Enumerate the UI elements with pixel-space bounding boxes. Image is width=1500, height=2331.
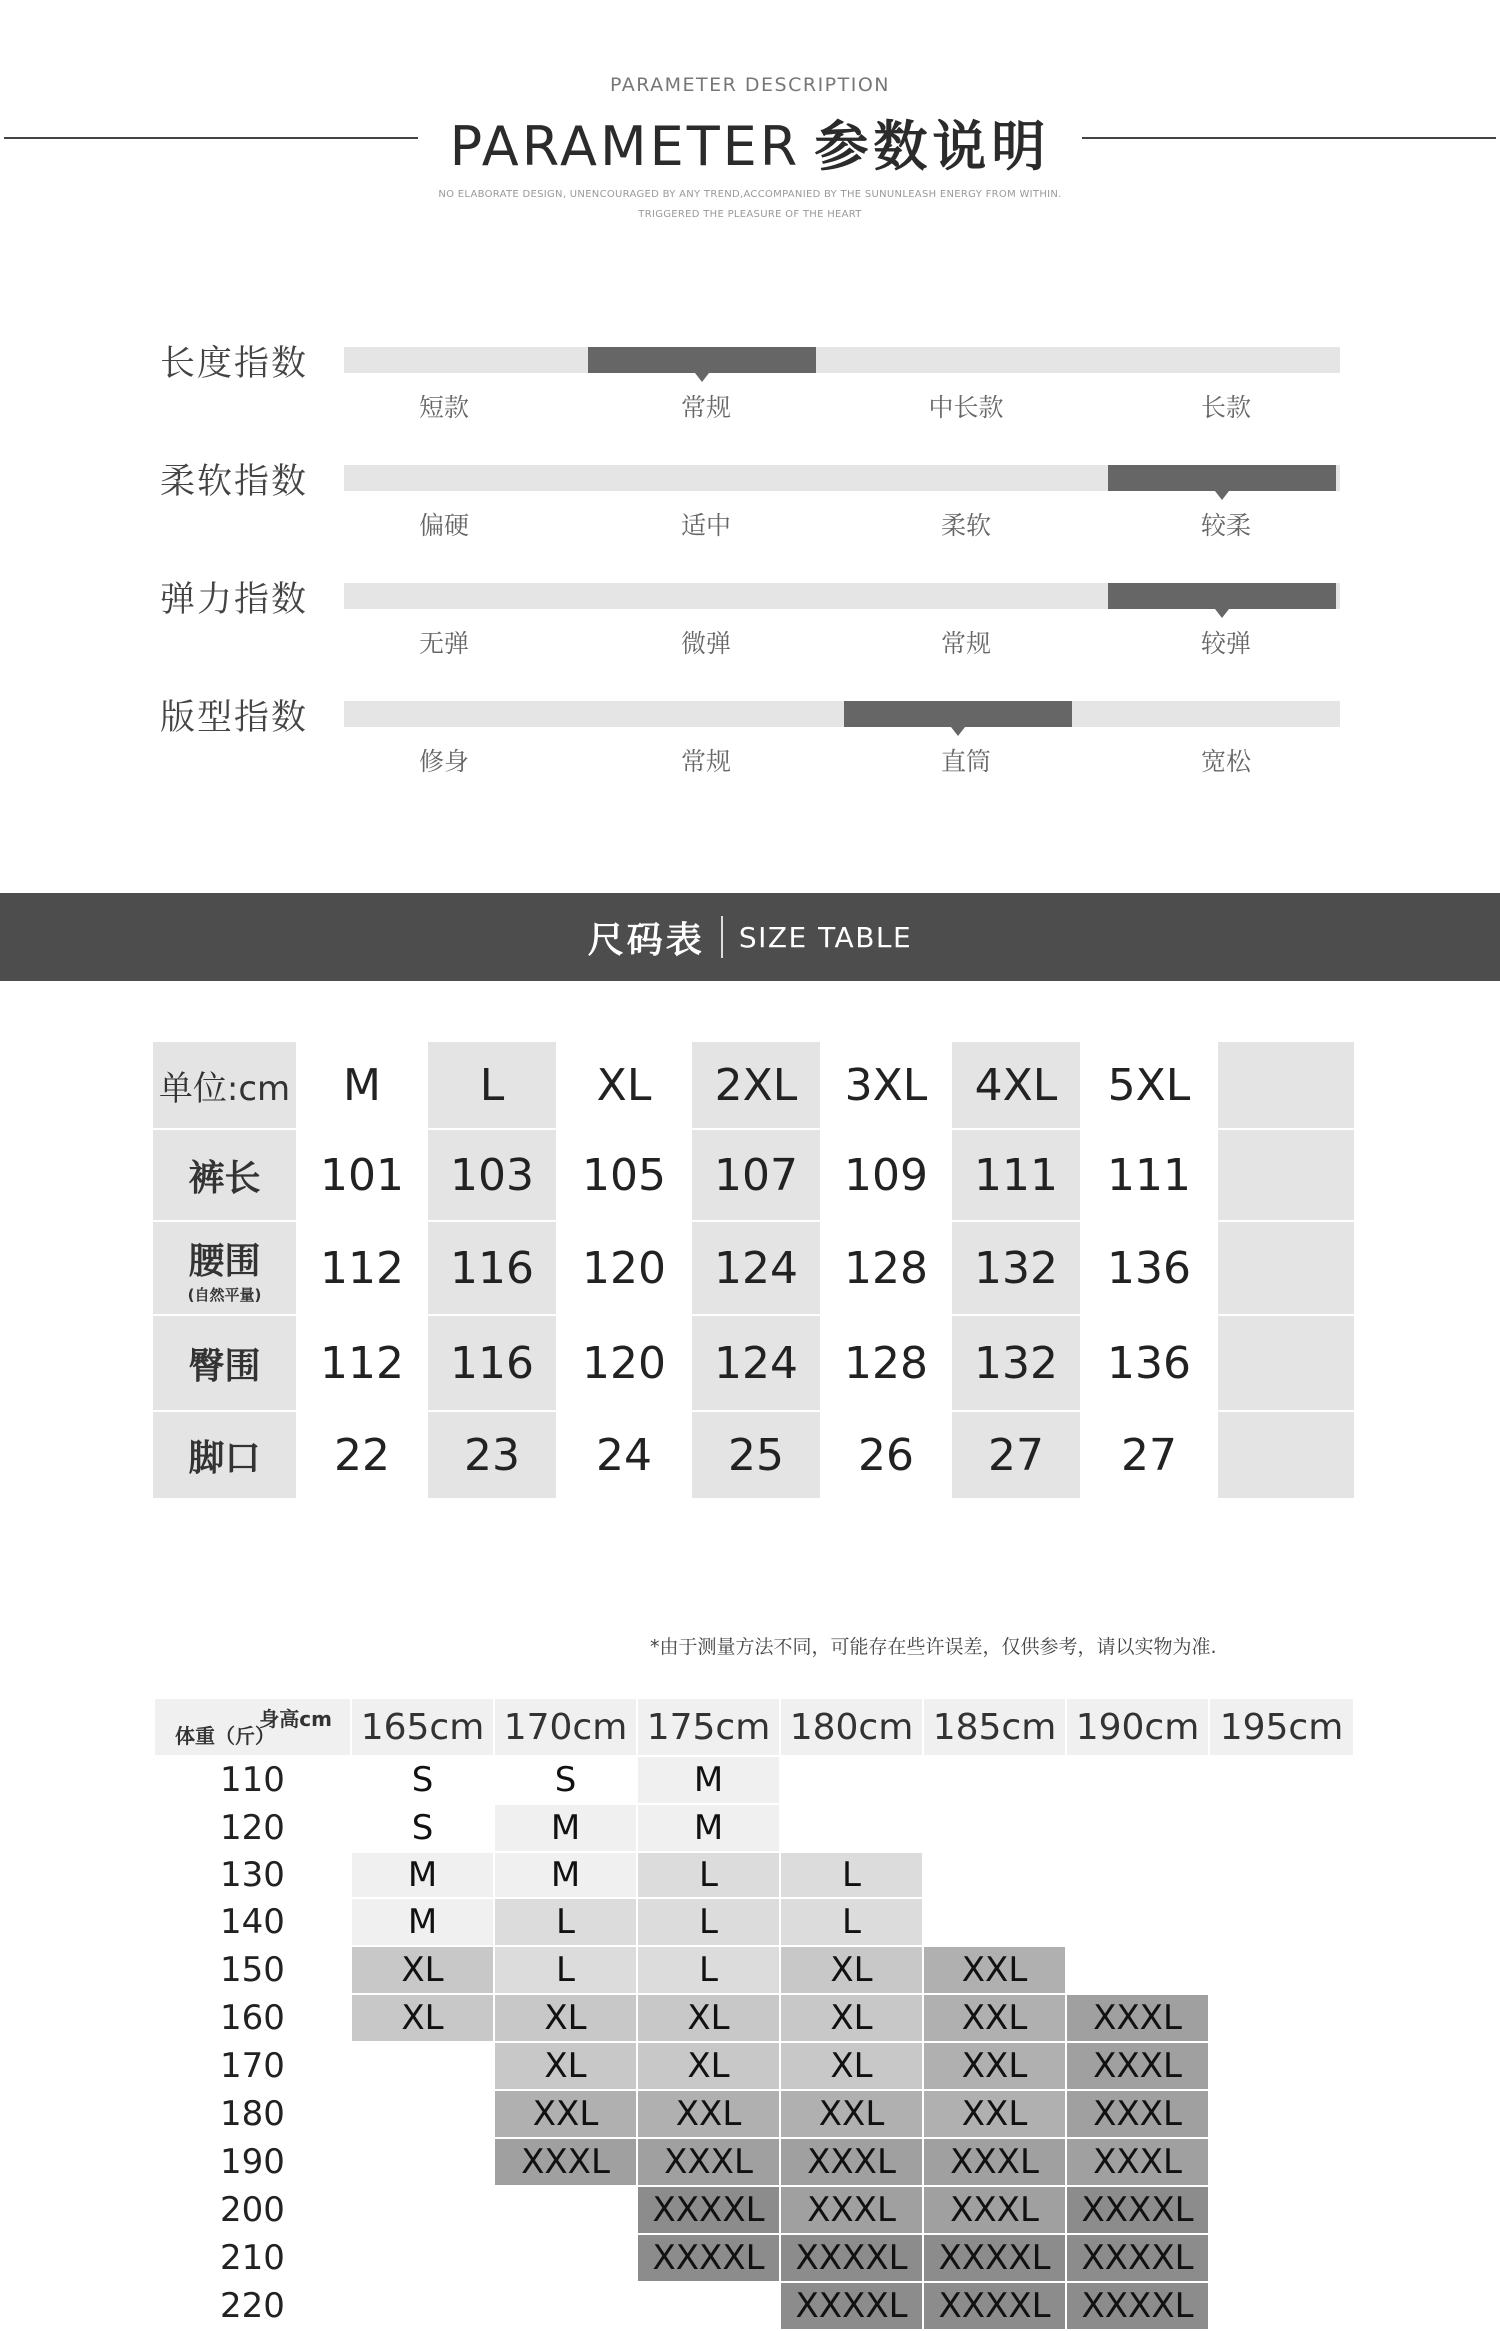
size-col-header: L xyxy=(427,1041,557,1129)
measurement-note: *由于测量方法不同，可能存在些许误差，仅供参考，请以实物为准. xyxy=(650,1636,1217,1658)
ref-row xyxy=(154,1852,1354,1898)
ref-corner-height: 身高cm xyxy=(259,1707,332,1731)
size-cell: 105 xyxy=(557,1129,691,1221)
ref-size-cell xyxy=(1209,2090,1354,2138)
index-option: 短款 xyxy=(418,393,469,422)
ref-size-cell xyxy=(1209,2234,1354,2282)
ref-header-row xyxy=(154,1698,1354,1756)
ref-size-cell: XXXXL xyxy=(1066,2234,1209,2282)
ref-weight-cell: 130 xyxy=(154,1852,351,1898)
size-cell: 23 xyxy=(427,1411,557,1499)
size-unit-cell: 单位:cm xyxy=(152,1041,297,1129)
size-cell: 111 xyxy=(1081,1129,1217,1221)
index-option: 常规 xyxy=(680,747,731,776)
ref-size-cell xyxy=(1066,1756,1209,1804)
ref-size-cell xyxy=(780,1756,923,1804)
page-title xyxy=(420,104,1080,181)
ref-size-cell: XL xyxy=(494,2042,637,2090)
ref-size-cell: XXXXL xyxy=(637,2234,780,2282)
size-table xyxy=(151,1040,1356,1500)
ref-size-cell xyxy=(351,2234,494,2282)
ref-size-cell: XXL xyxy=(923,2042,1066,2090)
banner-title-en: SIZE TABLE xyxy=(738,920,913,954)
ref-size-cell xyxy=(494,2282,637,2330)
header-rule-left xyxy=(4,137,418,139)
size-col-header: 2XL xyxy=(691,1041,821,1129)
size-cell: 124 xyxy=(691,1221,821,1315)
index-label: 柔软指数 xyxy=(160,462,309,502)
size-cell: 24 xyxy=(557,1411,691,1499)
ref-size-cell: XXXL xyxy=(923,2186,1066,2234)
size-empty-cell xyxy=(1217,1041,1355,1129)
ref-size-cell: XXL xyxy=(637,2090,780,2138)
ref-size-cell: XXXL xyxy=(1066,2138,1209,2186)
header-subtitle: PARAMETER DESCRIPTION xyxy=(609,74,891,96)
index-option: 常规 xyxy=(680,393,731,422)
ref-row xyxy=(154,2282,1354,2330)
ref-weight-cell: 170 xyxy=(154,2042,351,2090)
ref-weight-cell: 220 xyxy=(154,2282,351,2330)
index-option: 修身 xyxy=(418,747,469,776)
index-marker xyxy=(1108,465,1336,491)
size-cell: 124 xyxy=(691,1315,821,1411)
ref-size-cell: L xyxy=(637,1946,780,1994)
ref-size-cell: XL xyxy=(351,1994,494,2042)
ref-size-cell: M xyxy=(637,1804,780,1852)
ref-size-cell xyxy=(351,2090,494,2138)
ref-size-cell xyxy=(351,2282,494,2330)
ref-size-cell xyxy=(780,1804,923,1852)
ref-height-header: 195cm xyxy=(1209,1698,1354,1756)
ref-size-cell: XXXXL xyxy=(1066,2186,1209,2234)
ref-weight-cell: 120 xyxy=(154,1804,351,1852)
size-cell: 111 xyxy=(951,1129,1081,1221)
ref-size-cell: XXXL xyxy=(923,2138,1066,2186)
size-row xyxy=(152,1129,1355,1221)
ref-size-cell: L xyxy=(780,1898,923,1946)
ref-size-cell: XXXL xyxy=(1066,2042,1209,2090)
ref-size-cell: XXXL xyxy=(1066,2090,1209,2138)
ref-height-header: 180cm xyxy=(780,1698,923,1756)
ref-size-cell: XL xyxy=(780,2042,923,2090)
ref-size-cell xyxy=(923,1804,1066,1852)
index-label: 版型指数 xyxy=(160,698,309,738)
size-cell: 116 xyxy=(427,1315,557,1411)
index-marker xyxy=(1108,583,1336,609)
ref-size-cell xyxy=(351,2138,494,2186)
ref-weight-cell: 150 xyxy=(154,1946,351,1994)
header-tagline-2: TRIGGERED THE PLEASURE OF THE HEART xyxy=(638,209,862,220)
size-empty-cell xyxy=(1217,1129,1355,1221)
ref-row xyxy=(154,2234,1354,2282)
size-header-row xyxy=(152,1041,1355,1129)
ref-height-header: 175cm xyxy=(637,1698,780,1756)
ref-size-cell: XXXXL xyxy=(637,2186,780,2234)
ref-row xyxy=(154,1756,1354,1804)
ref-size-cell: XXL xyxy=(923,1994,1066,2042)
ref-size-cell: XXXL xyxy=(637,2138,780,2186)
size-row xyxy=(152,1315,1355,1411)
ref-size-cell xyxy=(351,2042,494,2090)
size-cell: 128 xyxy=(821,1221,951,1315)
index-option: 较柔 xyxy=(1200,511,1251,540)
size-col-header: 3XL xyxy=(821,1041,951,1129)
index-option: 适中 xyxy=(680,511,731,540)
ref-size-cell xyxy=(1209,1756,1354,1804)
ref-size-cell: XXXXL xyxy=(923,2282,1066,2330)
ref-size-cell xyxy=(1066,1804,1209,1852)
size-empty-cell xyxy=(1217,1221,1355,1315)
ref-size-cell xyxy=(637,2282,780,2330)
index-option: 中长款 xyxy=(928,393,1004,422)
size-row-label xyxy=(152,1221,297,1315)
banner-title-cn: 尺码表 xyxy=(587,919,705,961)
size-cell: 116 xyxy=(427,1221,557,1315)
ref-size-cell: M xyxy=(351,1898,494,1946)
ref-size-cell: M xyxy=(494,1804,637,1852)
size-col-header: 5XL xyxy=(1081,1041,1217,1129)
ref-weight-cell: 110 xyxy=(154,1756,351,1804)
size-cell: 103 xyxy=(427,1129,557,1221)
size-row xyxy=(152,1411,1355,1499)
ref-size-cell: XL xyxy=(494,1994,637,2042)
size-cell: 120 xyxy=(557,1315,691,1411)
ref-size-cell xyxy=(1209,1946,1354,1994)
ref-size-cell: L xyxy=(780,1852,923,1898)
ref-size-cell: M xyxy=(351,1852,494,1898)
index-option: 微弹 xyxy=(680,629,731,658)
ref-size-cell xyxy=(494,2234,637,2282)
ref-size-cell: XXXXL xyxy=(923,2234,1066,2282)
size-empty-cell xyxy=(1217,1315,1355,1411)
index-option: 较弹 xyxy=(1200,629,1251,658)
size-cell: 128 xyxy=(821,1315,951,1411)
ref-size-cell: XXL xyxy=(923,1946,1066,1994)
ref-weight-cell: 160 xyxy=(154,1994,351,2042)
ref-size-cell xyxy=(1209,2138,1354,2186)
ref-size-cell: XXXL xyxy=(1066,1994,1209,2042)
ref-row xyxy=(154,1804,1354,1852)
size-row-label: 脚口 xyxy=(152,1411,297,1499)
ref-size-cell: S xyxy=(351,1804,494,1852)
size-cell: 120 xyxy=(557,1221,691,1315)
ref-size-cell: XXL xyxy=(780,2090,923,2138)
ref-weight-cell: 140 xyxy=(154,1898,351,1946)
banner-divider xyxy=(721,916,723,958)
size-cell: 136 xyxy=(1081,1221,1217,1315)
size-row-label: 裤长 xyxy=(152,1129,297,1221)
index-option: 直筒 xyxy=(940,747,991,776)
index-marker xyxy=(844,701,1072,727)
index-label: 长度指数 xyxy=(160,344,309,384)
ref-row xyxy=(154,1898,1354,1946)
ref-size-cell: XXXXL xyxy=(780,2282,923,2330)
header-rule-right xyxy=(1082,137,1496,139)
ref-size-cell xyxy=(1209,2282,1354,2330)
size-reference-table xyxy=(153,1697,1355,2331)
ref-row xyxy=(154,1946,1354,1994)
ref-corner-weight: 体重（斤） xyxy=(175,1724,275,1748)
ref-size-cell: L xyxy=(637,1898,780,1946)
size-cell: 136 xyxy=(1081,1315,1217,1411)
ref-size-cell xyxy=(494,2186,637,2234)
ref-size-cell: XXXL xyxy=(780,2138,923,2186)
size-cell: 112 xyxy=(297,1221,427,1315)
ref-size-cell: XL xyxy=(637,1994,780,2042)
ref-height-header: 190cm xyxy=(1066,1698,1209,1756)
ref-size-cell: XL xyxy=(780,1946,923,1994)
size-cell: 27 xyxy=(1081,1411,1217,1499)
size-col-header: XL xyxy=(557,1041,691,1129)
ref-size-cell xyxy=(1209,1898,1354,1946)
ref-size-cell: S xyxy=(351,1756,494,1804)
size-cell: 26 xyxy=(821,1411,951,1499)
index-option: 无弹 xyxy=(418,629,469,658)
ref-weight-cell: 190 xyxy=(154,2138,351,2186)
ref-row xyxy=(154,2042,1354,2090)
ref-size-cell xyxy=(1209,1852,1354,1898)
ref-size-cell: L xyxy=(494,1946,637,1994)
size-row xyxy=(152,1221,1355,1315)
size-col-header: 4XL xyxy=(951,1041,1081,1129)
ref-size-cell: XL xyxy=(351,1946,494,1994)
ref-height-header: 165cm xyxy=(351,1698,494,1756)
size-row-label-text: 腰围 xyxy=(188,1240,261,1282)
size-row-sublabel: (自然平量) xyxy=(187,1285,262,1304)
ref-size-cell: XXXL xyxy=(780,2186,923,2234)
index-marker xyxy=(588,347,816,373)
ref-size-cell: L xyxy=(494,1898,637,1946)
ref-size-cell: XXL xyxy=(494,2090,637,2138)
index-track xyxy=(344,465,1340,491)
ref-size-cell: XXXL xyxy=(494,2138,637,2186)
ref-size-cell xyxy=(351,2186,494,2234)
ref-size-cell xyxy=(1066,1946,1209,1994)
ref-corner-cell xyxy=(154,1698,351,1756)
ref-size-cell xyxy=(1209,2042,1354,2090)
ref-row xyxy=(154,2138,1354,2186)
size-cell: 101 xyxy=(297,1129,427,1221)
index-track xyxy=(344,347,1340,373)
ref-size-cell: XL xyxy=(780,1994,923,2042)
ref-height-header: 185cm xyxy=(923,1698,1066,1756)
size-cell: 112 xyxy=(297,1315,427,1411)
ref-weight-cell: 200 xyxy=(154,2186,351,2234)
index-option: 常规 xyxy=(940,629,991,658)
index-option: 宽松 xyxy=(1200,747,1251,776)
ref-row xyxy=(154,2090,1354,2138)
size-cell: 132 xyxy=(951,1315,1081,1411)
index-option: 长款 xyxy=(1200,393,1251,422)
ref-size-cell xyxy=(1209,1804,1354,1852)
header-tagline-1: NO ELABORATE DESIGN, UNENCOURAGED BY ANY TREND,ACCOMPANIED BY THE SUNUNLEASH ENERGY FROM WITHIN. xyxy=(438,189,1062,200)
page-title-en: PARAMETER xyxy=(449,115,801,178)
size-cell: 22 xyxy=(297,1411,427,1499)
ref-row xyxy=(154,2186,1354,2234)
ref-row xyxy=(154,1994,1354,2042)
index-label: 弹力指数 xyxy=(160,580,309,620)
size-cell: 27 xyxy=(951,1411,1081,1499)
index-option: 偏硬 xyxy=(418,511,469,540)
size-table-banner xyxy=(0,893,1500,981)
ref-size-cell xyxy=(1066,1852,1209,1898)
ref-height-header: 170cm xyxy=(494,1698,637,1756)
ref-size-cell xyxy=(923,1898,1066,1946)
size-row-label: 臀围 xyxy=(152,1315,297,1411)
ref-size-cell: M xyxy=(637,1756,780,1804)
size-empty-cell xyxy=(1217,1411,1355,1499)
ref-weight-cell: 180 xyxy=(154,2090,351,2138)
index-option: 柔软 xyxy=(940,511,991,540)
ref-size-cell: L xyxy=(637,1852,780,1898)
ref-size-cell: XXXXL xyxy=(1066,2282,1209,2330)
size-cell: 25 xyxy=(691,1411,821,1499)
ref-size-cell xyxy=(923,1852,1066,1898)
ref-size-cell xyxy=(923,1756,1066,1804)
size-col-header: M xyxy=(297,1041,427,1129)
ref-size-cell xyxy=(1209,2186,1354,2234)
index-track xyxy=(344,701,1340,727)
ref-size-cell: XL xyxy=(637,2042,780,2090)
ref-size-cell: XXL xyxy=(923,2090,1066,2138)
size-cell: 107 xyxy=(691,1129,821,1221)
ref-size-cell: S xyxy=(494,1756,637,1804)
index-track xyxy=(344,583,1340,609)
ref-size-cell xyxy=(1066,1898,1209,1946)
ref-weight-cell: 210 xyxy=(154,2234,351,2282)
size-cell: 132 xyxy=(951,1221,1081,1315)
page-title-cn: 参数说明 xyxy=(814,115,1051,178)
ref-size-cell: M xyxy=(494,1852,637,1898)
size-cell: 109 xyxy=(821,1129,951,1221)
ref-size-cell xyxy=(1209,1994,1354,2042)
ref-size-cell: XXXXL xyxy=(780,2234,923,2282)
